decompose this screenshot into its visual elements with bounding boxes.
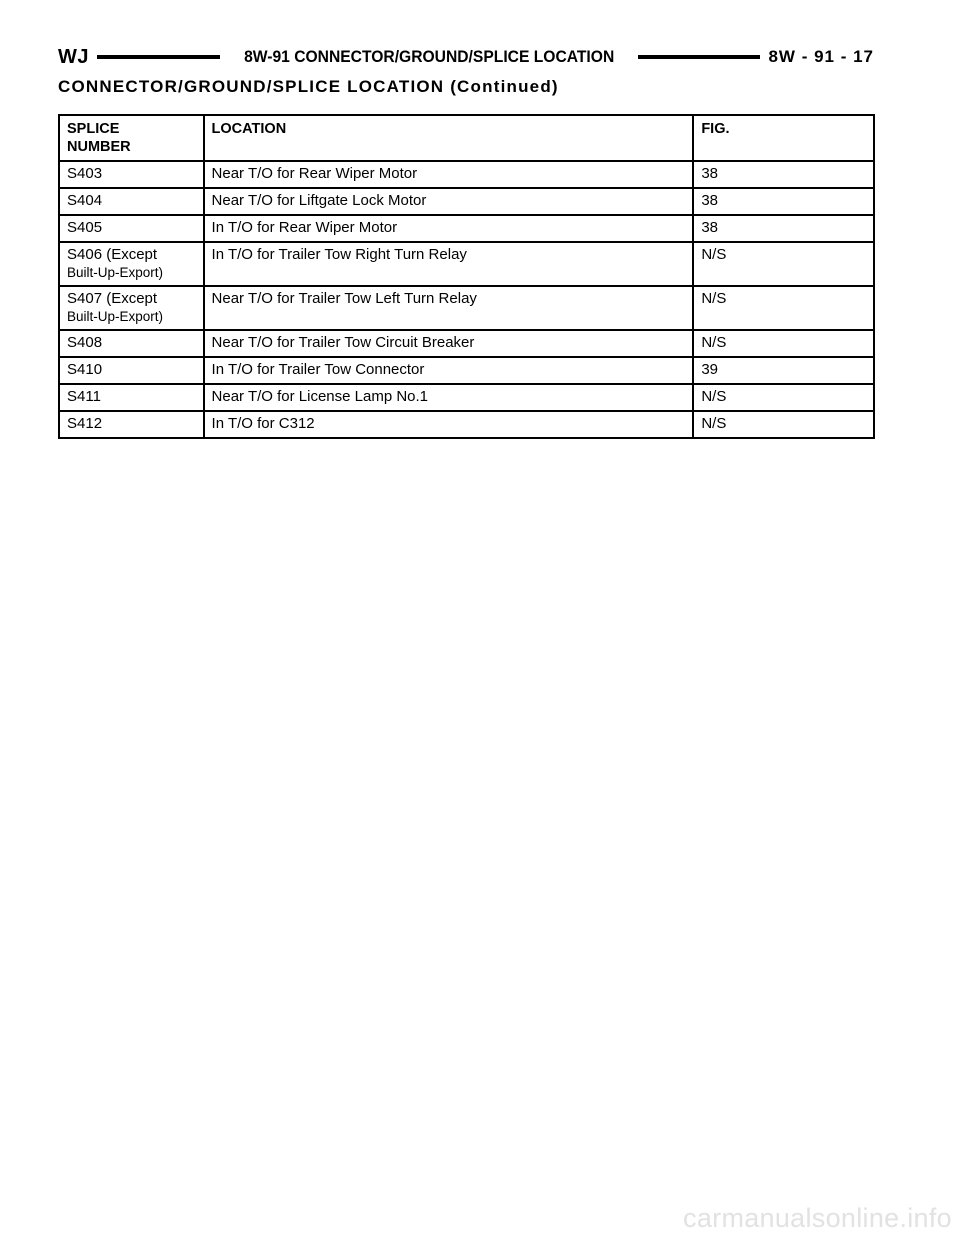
column-header-fig: FIG. (693, 115, 874, 161)
location-cell: Near T/O for Rear Wiper Motor (204, 161, 694, 188)
column-header-splice-line2: NUMBER (67, 139, 131, 155)
splice-number-cell (59, 242, 204, 286)
vehicle-code: WJ (58, 45, 89, 68)
fig-cell: N/S (693, 286, 874, 330)
splice-number-cell (59, 188, 204, 215)
table-row (59, 286, 874, 330)
header-rule-right (638, 55, 761, 59)
splice-location-table (58, 114, 875, 439)
splice-number-cell (59, 161, 204, 188)
table-row (59, 242, 874, 286)
table-row (59, 330, 874, 357)
chapter-title: 8W-91 CONNECTOR/GROUND/SPLICE LOCATION (243, 47, 614, 66)
splice-number-cell (59, 384, 204, 411)
splice-number-cell (59, 215, 204, 242)
table-body (59, 161, 874, 438)
splice-number-cell (59, 357, 204, 384)
splice-number: S408 (67, 334, 103, 351)
table-row (59, 411, 874, 438)
location-cell: Near T/O for Trailer Tow Circuit Breaker (204, 330, 694, 357)
location-cell: In T/O for C312 (204, 411, 694, 438)
page-number: 8W - 91 - 17 (768, 47, 875, 66)
table-header-row (59, 115, 874, 161)
splice-number: S410 (67, 361, 103, 378)
location-cell: Near T/O for Trailer Tow Left Turn Relay (204, 286, 694, 330)
column-header-location: LOCATION (204, 115, 694, 161)
fig-cell: 38 (693, 188, 874, 215)
location-cell: In T/O for Rear Wiper Motor (204, 215, 694, 242)
splice-number: S403 (67, 165, 103, 182)
fig-cell: N/S (693, 242, 874, 286)
section-title: CONNECTOR/GROUND/SPLICE LOCATION (Continued) (58, 77, 559, 96)
fig-cell: N/S (693, 384, 874, 411)
header-rule-left (97, 55, 220, 59)
splice-number-cell (59, 286, 204, 330)
splice-number: S406 (Except (67, 246, 158, 263)
column-header-splice-line1: SPLICE (67, 121, 120, 137)
table-row (59, 215, 874, 242)
splice-number-qualifier: Built-Up-Export) (67, 265, 164, 280)
fig-cell: N/S (693, 411, 874, 438)
fig-cell: 38 (693, 161, 874, 188)
splice-number: S407 (Except (67, 290, 158, 307)
table-row (59, 384, 874, 411)
location-cell: In T/O for Trailer Tow Right Turn Relay (204, 242, 694, 286)
splice-number: S405 (67, 219, 103, 236)
location-cell: In T/O for Trailer Tow Connector (204, 357, 694, 384)
splice-number: S411 (67, 388, 101, 405)
fig-cell: 38 (693, 215, 874, 242)
watermark: carmanualsonline.info (683, 1203, 952, 1233)
table-row (59, 161, 874, 188)
fig-cell: 39 (693, 357, 874, 384)
fig-cell: N/S (693, 330, 874, 357)
splice-number-qualifier: Built-Up-Export) (67, 309, 164, 324)
splice-number: S412 (67, 415, 103, 432)
location-cell: Near T/O for License Lamp No.1 (204, 384, 694, 411)
splice-number-cell (59, 411, 204, 438)
splice-number: S404 (67, 192, 103, 209)
column-header-splice-number (59, 115, 204, 161)
page-header (58, 44, 874, 70)
table-row (59, 357, 874, 384)
table-row (59, 188, 874, 215)
location-cell: Near T/O for Liftgate Lock Motor (204, 188, 694, 215)
splice-number-cell (59, 330, 204, 357)
